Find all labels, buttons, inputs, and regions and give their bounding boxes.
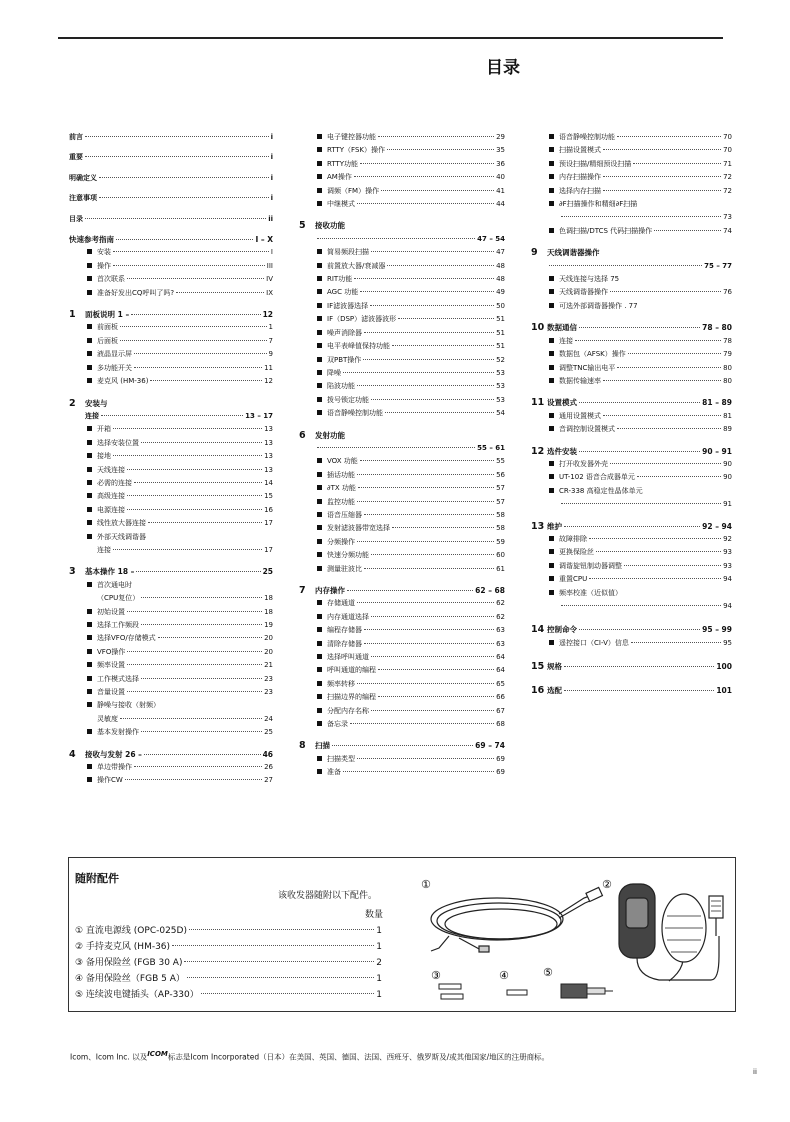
bullet-icon	[317, 343, 322, 348]
bullet-icon	[87, 777, 92, 782]
bullet-icon	[87, 480, 92, 485]
bullet-icon	[317, 316, 322, 321]
bullet-icon	[87, 729, 92, 734]
toc-item[interactable]: RTTY（FSK）操作 35	[299, 144, 505, 157]
toc-item[interactable]: IF（DSP）滤波器波形 51	[299, 313, 505, 326]
toc-section-7[interactable]: 7 内存操作 62 – 68	[299, 585, 505, 596]
bullet-icon	[549, 338, 554, 343]
bullet-icon	[317, 357, 322, 362]
toc-item[interactable]: 前置放大器/衰减器 48	[299, 260, 505, 273]
toc-item[interactable]: 扫描边界的编程 66	[299, 691, 505, 704]
toc-section-3[interactable]: 3 基本操作 18 – 25	[69, 566, 273, 578]
bullet-icon	[317, 552, 322, 557]
toc-item[interactable]: VFO操作 20	[69, 646, 273, 659]
toc-item-cont[interactable]: 73	[531, 211, 732, 224]
toc-section-8[interactable]: 8 扫描 69 – 74	[299, 740, 505, 752]
toc-entry[interactable]: 注意事项 i	[69, 194, 273, 203]
toc-item[interactable]: 安装 I	[69, 246, 273, 259]
bullet-icon	[317, 134, 322, 139]
bullet-icon	[87, 263, 92, 268]
bullet-icon	[87, 365, 92, 370]
bullet-icon	[549, 474, 554, 479]
toc-item[interactable]: 简易频段扫描 47	[299, 246, 505, 259]
trademark-footer: Icom、Icom Inc. 以及$^{ICOM}$标志是Icom Incorporated（日本）在美国、英国、德国、法国、西班牙、俄罗斯及/或其他国家/地区的注册商标。	[70, 1050, 550, 1062]
bullet-icon	[317, 681, 322, 686]
bullet-icon	[87, 493, 92, 498]
bullet-icon	[317, 383, 322, 388]
bullet-icon	[87, 276, 92, 281]
accessory-item: ② 手持麦克风 (HM-36) 1	[75, 942, 382, 952]
toc-item[interactable]: 监控功能 57	[299, 496, 505, 509]
bullet-icon	[317, 397, 322, 402]
bullet-icon	[549, 576, 554, 581]
toc-section-12[interactable]: 12 选件安装 90 – 91	[531, 445, 732, 457]
toc-item[interactable]: 呼叫通道的编程 64	[299, 664, 505, 677]
bullet-icon	[549, 276, 554, 281]
bullet-icon	[87, 453, 92, 458]
toc-item[interactable]: 语音静噪控制功能 54	[299, 407, 505, 420]
label-2: ②	[602, 878, 612, 891]
toc-item[interactable]: 准备 69	[299, 766, 505, 779]
toc-item[interactable]: 电子键控器功能 29	[299, 131, 505, 144]
bullet-icon	[549, 303, 554, 308]
toc-item[interactable]: 噪声消除器 51	[299, 327, 505, 340]
bullet-icon	[317, 654, 322, 659]
bullet-icon	[87, 689, 92, 694]
toc-item[interactable]: 外部天线调谐器	[69, 531, 273, 544]
toc-section-1[interactable]: 1 面板说明 1 – 12	[69, 309, 273, 321]
toc-item[interactable]: 快速分频功能 60	[299, 549, 505, 562]
bullet-icon	[317, 276, 322, 281]
toc-item-cont[interactable]: 91	[531, 498, 732, 511]
hand-microphone-icon	[619, 884, 723, 981]
toc-item[interactable]: IF滤波器选择 50	[299, 300, 505, 313]
bullet-icon	[317, 472, 322, 477]
bullet-icon	[87, 662, 92, 667]
bullet-icon	[317, 249, 322, 254]
toc-item[interactable]: 分配内存名称 67	[299, 705, 505, 718]
toc-item[interactable]: 静噪与接收（射频）	[69, 699, 273, 712]
toc-item[interactable]: 数据包（AFSK）操作 79	[531, 348, 732, 361]
toc-item[interactable]: 首次联系 IV	[69, 273, 273, 286]
bullet-icon	[549, 640, 554, 645]
toc-item[interactable]: 调整TNC输出电平 80	[531, 362, 732, 375]
toc-entry[interactable]: 目录 ii	[69, 214, 273, 223]
toc-item[interactable]: 预设扫描/精细预设扫描 71	[531, 158, 732, 171]
toc-item[interactable]: VOX 功能 55	[299, 455, 505, 468]
bullet-icon	[317, 263, 322, 268]
bullet-icon	[549, 590, 554, 595]
toc-item[interactable]: ∂F扫描操作和精细∂F扫描	[531, 198, 732, 211]
toc-item[interactable]: 重置CPU 94	[531, 573, 732, 586]
toc-item[interactable]: 连接 78	[531, 335, 732, 348]
bullet-icon	[317, 499, 322, 504]
bullet-icon	[87, 324, 92, 329]
bullet-icon	[87, 702, 92, 707]
toc-item[interactable]: 清除存储器 63	[299, 638, 505, 651]
toc-item[interactable]: 音调控制设置模式 89	[531, 423, 732, 436]
toc-item[interactable]: 语音压缩器 58	[299, 509, 505, 522]
toc-section-9-pages[interactable]: 75 – 77	[531, 260, 732, 273]
toc-quick-reference[interactable]: 快速参考指南 I – X	[69, 235, 273, 245]
toc-item[interactable]: AGC 功能 49	[299, 286, 505, 299]
toc-item[interactable]: 色调扫描/DTCS 代码扫描操作 74	[531, 225, 732, 238]
bullet-icon	[317, 188, 322, 193]
bullet-icon	[317, 458, 322, 463]
toc-item[interactable]: 前面板 1	[69, 321, 273, 334]
bullet-icon	[317, 147, 322, 152]
toc-item[interactable]: 操作CW 27	[69, 774, 273, 787]
bullet-icon	[87, 582, 92, 587]
bullet-icon	[549, 488, 554, 493]
toc-item[interactable]: 选择呼叫通道 64	[299, 651, 505, 664]
bullet-icon	[87, 351, 92, 356]
bullet-icon	[87, 609, 92, 614]
toc-item[interactable]: 后面板 7	[69, 335, 273, 348]
toc-item[interactable]: 内存扫描操作 72	[531, 171, 732, 184]
toc-item[interactable]: 选择内存扫描 72	[531, 185, 732, 198]
bullet-icon	[317, 566, 322, 571]
bullet-icon	[317, 370, 322, 375]
toc-item[interactable]: 编程存储器 63	[299, 624, 505, 637]
accessories-box	[68, 857, 736, 1012]
toc-entry[interactable]: 明确定义 i	[69, 173, 273, 182]
bullet-icon	[87, 520, 92, 525]
toc-item[interactable]: 开箱 13	[69, 423, 273, 436]
toc-item[interactable]: 单边带操作 26	[69, 761, 273, 774]
toc-item[interactable]: 选择安装位置 13	[69, 437, 273, 450]
toc-item[interactable]: UT-102 语音合成器单元 90	[531, 471, 732, 484]
toc-section-11[interactable]: 11 设置模式 81 – 89	[531, 397, 732, 409]
toc-column-1	[69, 131, 273, 788]
toc-item[interactable]: 选择工作频段 19	[69, 619, 273, 632]
bullet-icon	[549, 147, 554, 152]
bullet-icon	[317, 667, 322, 672]
toc-item[interactable]: 麦克风 (HM-36) 12	[69, 375, 273, 388]
toc-item[interactable]: 更换保险丝 93	[531, 546, 732, 559]
bullet-icon	[87, 440, 92, 445]
toc-item[interactable]: 音量设置 23	[69, 686, 273, 699]
toc-item[interactable]: 高级连接 15	[69, 490, 273, 503]
bullet-icon	[549, 413, 554, 418]
icom-logo: ICOM	[147, 1050, 168, 1058]
toc-item[interactable]: RTTY功能 36	[299, 158, 505, 171]
accessory-item: ① 直流电源线 (OPC-025D) 1	[75, 926, 382, 936]
bullet-icon	[549, 549, 554, 554]
accessory-item: ③ 备用保险丝 (FGB 30 A) 2	[75, 958, 382, 968]
cw-key-plug-icon	[561, 984, 613, 998]
toc-item[interactable]: 存储通道 62	[299, 597, 505, 610]
bullet-icon	[317, 512, 322, 517]
accessories-intro: 该收发器随附以下配件。	[278, 891, 378, 901]
bullet-icon	[549, 426, 554, 431]
toc-item[interactable]: 首次通电时	[69, 579, 273, 592]
bullet-icon	[317, 600, 322, 605]
toc-item-cont[interactable]: 94	[531, 600, 732, 613]
toc-item-cont[interactable]: 连接 17	[97, 545, 273, 554]
toc-item[interactable]: 可选外部调谐器操作 . 77	[531, 300, 732, 313]
bullet-icon	[549, 365, 554, 370]
toc-item[interactable]: 故障排除 92	[531, 533, 732, 546]
bullet-icon	[87, 290, 92, 295]
toc-item[interactable]: 分频操作 59	[299, 536, 505, 549]
bullet-icon	[87, 622, 92, 627]
toc-item[interactable]: 数据传输速率 80	[531, 375, 732, 388]
toc-item[interactable]: 发射滤波器带宽选择 58	[299, 522, 505, 535]
spare-fuse-icon	[439, 984, 527, 999]
bullet-icon	[317, 161, 322, 166]
bullet-icon	[549, 536, 554, 541]
bullet-icon	[549, 188, 554, 193]
toc-item[interactable]: 线性放大器连接 17	[69, 517, 273, 530]
toc-item[interactable]: 操作 III	[69, 260, 273, 273]
accessories-illustration	[419, 876, 731, 1006]
bullet-icon	[87, 467, 92, 472]
bullet-icon	[87, 378, 92, 383]
toc-item[interactable]: 打开收发器外壳 90	[531, 458, 732, 471]
toc-item[interactable]: 天线连接与选择 75	[531, 273, 732, 286]
toc-column-2	[299, 131, 505, 780]
toc-section-14[interactable]: 14 控制命令 95 – 99	[531, 624, 732, 636]
bullet-icon	[549, 563, 554, 568]
bullet-icon	[317, 641, 322, 646]
bullet-icon	[317, 525, 322, 530]
bullet-icon	[317, 303, 322, 308]
toc-item[interactable]: 语音静噪控制功能 70	[531, 131, 732, 144]
toc-item[interactable]: 频率校准（近似值）	[531, 587, 732, 600]
toc-section-6-pages[interactable]: 55 – 61	[299, 442, 505, 455]
dc-power-cable-icon	[431, 887, 602, 952]
toc-item[interactable]: 备忘录 68	[299, 718, 505, 731]
toc-section-10[interactable]: 10 数据通信 78 – 80	[531, 322, 732, 334]
bullet-icon	[549, 289, 554, 294]
toc-item[interactable]: 双PBT操作 52	[299, 354, 505, 367]
bullet-icon	[317, 708, 322, 713]
toc-item[interactable]: 测量驻波比 61	[299, 563, 505, 576]
toc-item-cont[interactable]: 灵敏度 24	[97, 714, 273, 723]
toc-item[interactable]: 基本发射操作 25	[69, 726, 273, 739]
quantity-label: 数量	[365, 910, 384, 920]
bullet-icon	[317, 769, 322, 774]
toc-item[interactable]: 中继模式 44	[299, 198, 505, 211]
toc-item[interactable]: 扫描类型 69	[299, 753, 505, 766]
accessory-item: ④ 备用保险丝（FGB 5 A） 1	[75, 974, 382, 984]
bullet-icon	[317, 539, 322, 544]
bullet-icon	[317, 289, 322, 294]
bullet-icon	[317, 485, 322, 490]
toc-item[interactable]: 液晶显示屏 9	[69, 348, 273, 361]
toc-item[interactable]: 选择VFO/存储模式 20	[69, 632, 273, 645]
bullet-icon	[549, 134, 554, 139]
bullet-icon	[87, 635, 92, 640]
toc-item[interactable]: CR-338 高稳定性晶体单元	[531, 485, 732, 498]
toc-section-15[interactable]: 15 规格 100	[531, 661, 732, 673]
bullet-icon	[317, 174, 322, 179]
bullet-icon	[87, 249, 92, 254]
toc-section-2-cont[interactable]: 连接 13 – 17	[85, 411, 273, 420]
toc-section-5-pages[interactable]: 47 – 54	[299, 233, 505, 246]
toc-item[interactable]: 初始设置 18	[69, 606, 273, 619]
toc-item[interactable]: 通用设置模式 81	[531, 410, 732, 423]
bullet-icon	[87, 426, 92, 431]
toc-item[interactable]: 降噪 53	[299, 367, 505, 380]
toc-item[interactable]: 接地 13	[69, 450, 273, 463]
label-1: ①	[421, 878, 431, 891]
bullet-icon	[317, 410, 322, 415]
toc-item[interactable]: 插话功能 56	[299, 469, 505, 482]
toc-item[interactable]: 天线连接 13	[69, 464, 273, 477]
accessory-item: ⑤ 连续波电键插头（AP-330） 1	[75, 990, 382, 1000]
bullet-icon	[87, 676, 92, 681]
toc-item[interactable]: 拨号锁定功能 53	[299, 394, 505, 407]
toc-item[interactable]: 必需的连接 14	[69, 477, 273, 490]
bullet-icon	[317, 721, 322, 726]
toc-item[interactable]: 多功能开关 11	[69, 362, 273, 375]
toc-section-16[interactable]: 16 选配 101	[531, 684, 732, 696]
toc-section-6[interactable]: 6 发射功能	[299, 429, 345, 441]
toc-item[interactable]: 调频（FM）操作 41	[299, 185, 505, 198]
bullet-icon	[87, 338, 92, 343]
bullet-icon	[549, 201, 554, 206]
bullet-icon	[549, 461, 554, 466]
toc-item[interactable]: 工作模式选择 23	[69, 673, 273, 686]
toc-section-5[interactable]: 5 接收功能	[299, 220, 345, 232]
label-4: ④	[499, 969, 509, 982]
bullet-icon	[317, 614, 322, 619]
toc-item[interactable]: 遥控接口（CI-V）信息 95	[531, 637, 732, 650]
bullet-icon	[549, 174, 554, 179]
accessories-title: 随附配件	[75, 872, 119, 885]
toc-item[interactable]: 频率转移 65	[299, 678, 505, 691]
toc-entry[interactable]: 前言 i	[69, 133, 273, 141]
toc-entry[interactable]: 重要 i	[69, 153, 273, 162]
toc-section-13[interactable]: 13 维护 92 – 94	[531, 520, 732, 532]
toc-item[interactable]: 调谐旋钮制动器调整 93	[531, 560, 732, 573]
toc-item[interactable]: AM操作 40	[299, 171, 505, 184]
toc-item[interactable]: 扫描设置模式 70	[531, 144, 732, 157]
toc-item[interactable]: 陷波功能 53	[299, 380, 505, 393]
toc-section-9[interactable]: 9 天线调谐器操作	[531, 247, 600, 259]
bullet-icon	[549, 161, 554, 166]
toc-item[interactable]: 内存通道选择 62	[299, 611, 505, 624]
page-number: ii	[753, 1068, 757, 1076]
toc-item[interactable]: 电平表峰值保持功能 51	[299, 340, 505, 353]
toc-item[interactable]: 天线调谐器操作 76	[531, 286, 732, 299]
bullet-icon	[87, 764, 92, 769]
header-rule	[58, 37, 723, 39]
toc-item[interactable]: RIT功能 48	[299, 273, 505, 286]
label-5: ⑤	[543, 966, 553, 979]
bullet-icon	[549, 378, 554, 383]
toc-item-cont[interactable]: （CPU复位） 18	[97, 594, 273, 603]
bullet-icon	[317, 201, 322, 206]
toc-section-4[interactable]: 4 接收与发射 26 – 46	[69, 748, 273, 760]
bullet-icon	[549, 228, 554, 233]
toc-section-2[interactable]: 2 安装与	[69, 397, 108, 409]
bullet-icon	[317, 756, 322, 761]
bullet-icon	[87, 649, 92, 654]
toc-item[interactable]: 电源连接 16	[69, 504, 273, 517]
bullet-icon	[317, 330, 322, 335]
toc-column-3	[531, 131, 732, 697]
bullet-icon	[317, 627, 322, 632]
bullet-icon	[317, 694, 322, 699]
label-3: ③	[431, 969, 441, 982]
bullet-icon	[87, 507, 92, 512]
bullet-icon	[549, 351, 554, 356]
toc-item[interactable]: 频率设置 21	[69, 659, 273, 672]
bullet-icon	[87, 534, 92, 539]
toc-item[interactable]: 准备好发出CQ呼叫了吗? IX	[69, 287, 273, 300]
toc-item[interactable]: ∂TX 功能 57	[299, 482, 505, 495]
page-title: 目录	[486, 58, 520, 78]
